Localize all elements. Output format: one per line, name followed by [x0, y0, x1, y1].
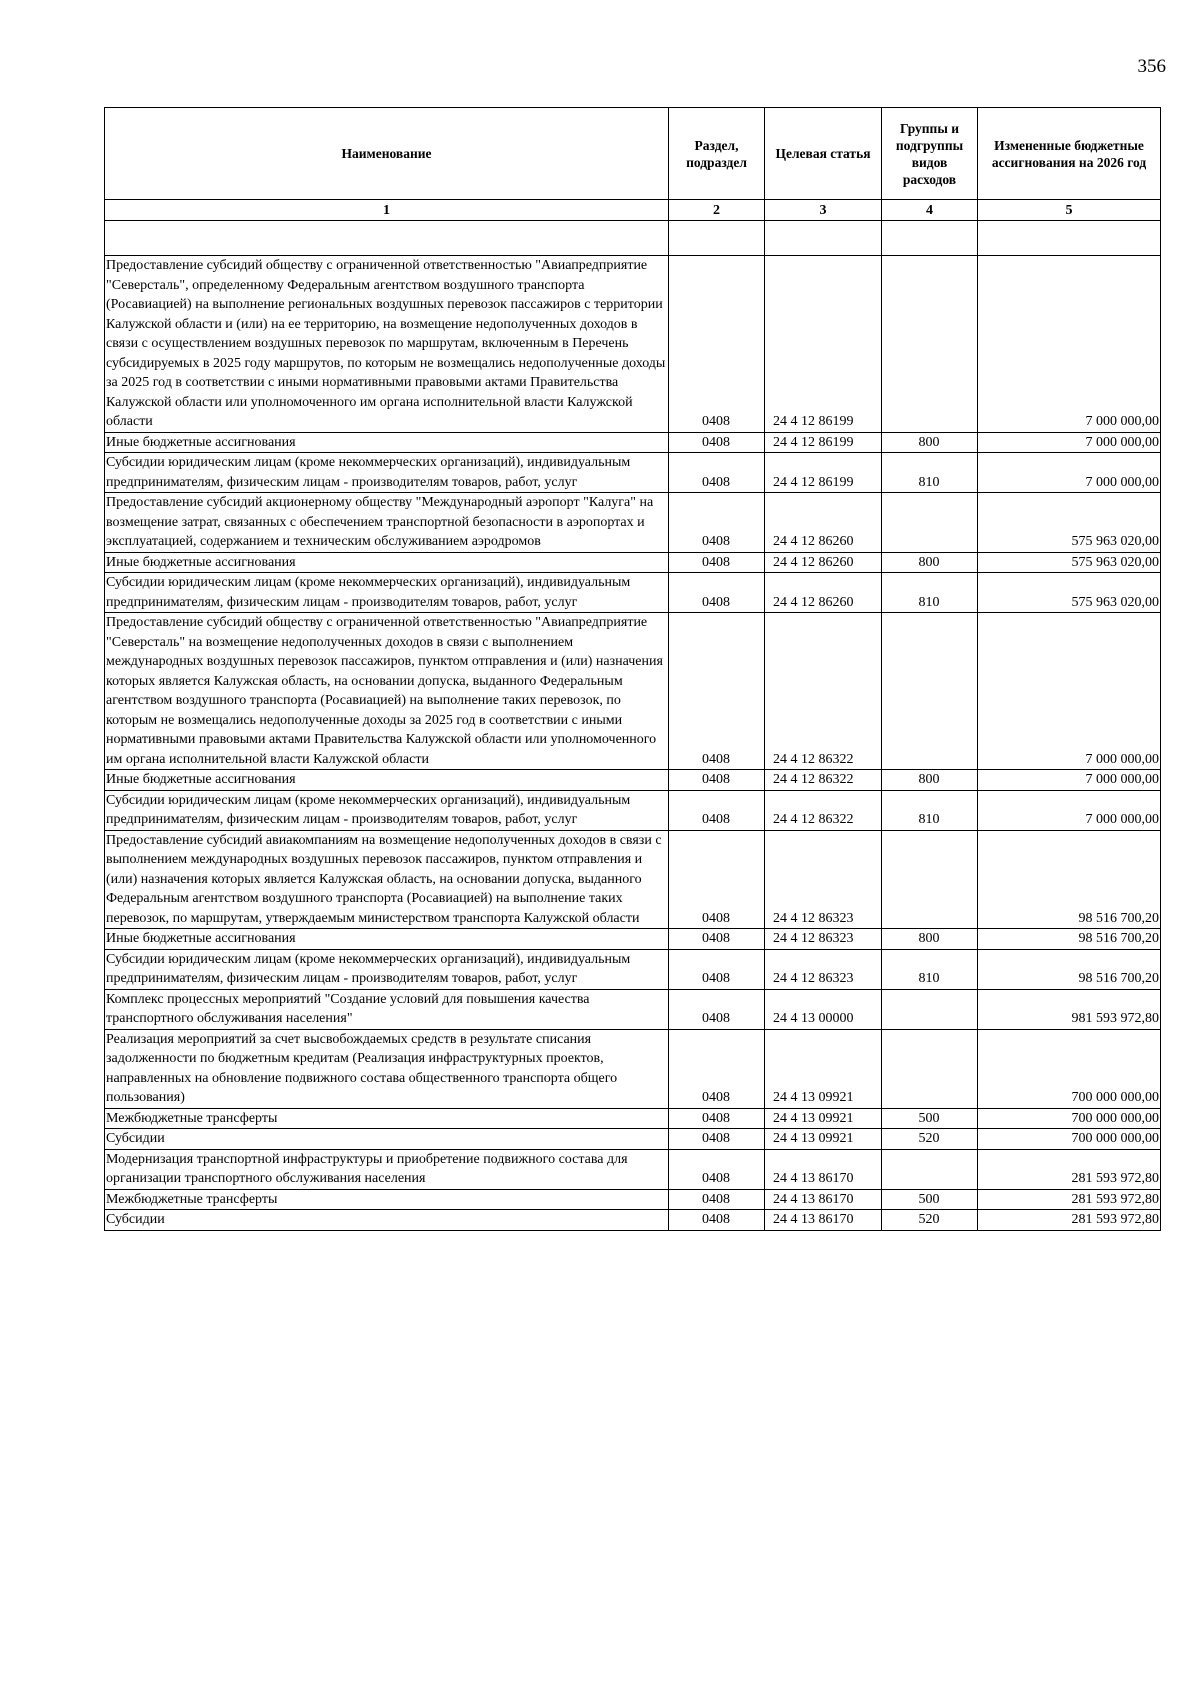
row-name: Субсидии	[105, 1210, 669, 1231]
row-group: 800	[882, 929, 978, 950]
row-article: 24 4 12 86322	[765, 770, 882, 791]
row-article: 24 4 13 00000	[765, 989, 882, 1029]
row-name: Реализация мероприятий за счет высвобождаемых средств в результате списания задолженности по бюджетным кредитам (Реализация инфраструктурных проектов, направленных на обновление подвижного состава общественного транспорта общего пользования)	[105, 1029, 669, 1108]
row-section: 0408	[669, 256, 765, 433]
row-group: 520	[882, 1210, 978, 1231]
column-number-row	[105, 200, 1161, 221]
row-article: 24 4 13 86170	[765, 1149, 882, 1189]
row-group	[882, 989, 978, 1029]
column-number: 3	[765, 200, 882, 221]
spacer-row	[105, 221, 1161, 256]
row-section: 0408	[669, 1029, 765, 1108]
budget-table	[104, 107, 1161, 1231]
row-amount: 7 000 000,00	[978, 256, 1161, 433]
row-section: 0408	[669, 453, 765, 493]
column-number: 4	[882, 200, 978, 221]
column-number: 2	[669, 200, 765, 221]
table-row	[105, 1189, 1161, 1210]
row-section: 0408	[669, 989, 765, 1029]
table-row	[105, 432, 1161, 453]
row-group	[882, 493, 978, 553]
header-row	[105, 108, 1161, 200]
row-article: 24 4 13 09921	[765, 1129, 882, 1150]
row-group: 500	[882, 1189, 978, 1210]
row-group: 810	[882, 949, 978, 989]
row-group: 800	[882, 432, 978, 453]
row-name: Предоставление субсидий акционерному обществу "Международный аэропорт "Калуга" на возмещение затрат, связанных с обеспечением транспортной безопасности в аэропортах и эксплуатацией, содержанием и техническим обслуживанием аэродромов	[105, 493, 669, 553]
row-article: 24 4 12 86323	[765, 929, 882, 950]
row-amount: 700 000 000,00	[978, 1108, 1161, 1129]
row-amount: 7 000 000,00	[978, 453, 1161, 493]
row-name: Иные бюджетные ассигнования	[105, 432, 669, 453]
row-article: 24 4 12 86199	[765, 432, 882, 453]
row-section: 0408	[669, 613, 765, 770]
table-row	[105, 929, 1161, 950]
row-amount: 575 963 020,00	[978, 552, 1161, 573]
row-section: 0408	[669, 552, 765, 573]
row-name: Иные бюджетные ассигнования	[105, 929, 669, 950]
table-row	[105, 552, 1161, 573]
row-section: 0408	[669, 790, 765, 830]
table-row	[105, 1029, 1161, 1108]
table-row	[105, 1108, 1161, 1129]
row-amount: 700 000 000,00	[978, 1129, 1161, 1150]
row-name: Предоставление субсидий обществу с ограниченной ответственностью "Авиапредприятие "Северсталь", определенному Федеральным агентством воздушного транспорта (Росавиацией) на выполнение региональных воздушных перевозок пассажиров с территории Калужской области и (или) на ее территорию, на возмещение недополученных доходов в связи с осуществлением воздушных перевозок по маршрутам, включенным в Перечень субсидируемых в 2025 году маршрутов, по которым не возмещались недополученные доходы за 2025 год в соответствии с иными нормативными правовыми актами Правительства Калужской области или уполномоченного им органа исполнительной власти Калужской области	[105, 256, 669, 433]
row-name: Субсидии	[105, 1129, 669, 1150]
header-section: Раздел, подраздел	[669, 108, 765, 200]
row-article: 24 4 13 09921	[765, 1029, 882, 1108]
row-amount: 281 593 972,80	[978, 1149, 1161, 1189]
row-name: Субсидии юридическим лицам (кроме некоммерческих организаций), индивидуальным предпринимателям, физическим лицам - производителям товаров, работ, услуг	[105, 949, 669, 989]
table-row	[105, 493, 1161, 553]
row-group: 500	[882, 1108, 978, 1129]
table-row	[105, 1129, 1161, 1150]
row-group: 800	[882, 552, 978, 573]
row-amount: 98 516 700,20	[978, 949, 1161, 989]
row-group: 810	[882, 790, 978, 830]
row-amount: 7 000 000,00	[978, 432, 1161, 453]
row-group: 810	[882, 573, 978, 613]
table-row	[105, 1149, 1161, 1189]
row-section: 0408	[669, 573, 765, 613]
row-group: 520	[882, 1129, 978, 1150]
row-article: 24 4 13 09921	[765, 1108, 882, 1129]
row-article: 24 4 12 86260	[765, 493, 882, 553]
row-section: 0408	[669, 1189, 765, 1210]
row-amount: 7 000 000,00	[978, 613, 1161, 770]
header-article: Целевая статья	[765, 108, 882, 200]
row-name: Модернизация транспортной инфраструктуры и приобретение подвижного состава для организации транспортного обслуживания населения	[105, 1149, 669, 1189]
header-name: Наименование	[105, 108, 669, 200]
row-amount: 98 516 700,20	[978, 929, 1161, 950]
row-name: Предоставление субсидий обществу с ограниченной ответственностью "Авиапредприятие "Северсталь" на возмещение недополученных доходов в связи с выполнением международных воздушных перевозок пассажиров, пунктом отправления и (или) назначения которых является Калужская область, на основании допуска, выданного Федеральным агентством воздушного транспорта (Росавиацией) на выполнение таких перевозок, по которым не возмещались недополученные доходы за 2025 год в соответствии с иными нормативными правовыми актами Правительства Калужской области или уполномоченного им органа исполнительной власти Калужской области	[105, 613, 669, 770]
row-amount: 98 516 700,20	[978, 830, 1161, 929]
row-article: 24 4 13 86170	[765, 1189, 882, 1210]
row-name: Субсидии юридическим лицам (кроме некоммерческих организаций), индивидуальным предпринимателям, физическим лицам - производителям товаров, работ, услуг	[105, 573, 669, 613]
row-article: 24 4 12 86199	[765, 453, 882, 493]
table-row	[105, 989, 1161, 1029]
table-row	[105, 573, 1161, 613]
table-row	[105, 949, 1161, 989]
row-group	[882, 256, 978, 433]
row-article: 24 4 12 86323	[765, 949, 882, 989]
table-row	[105, 830, 1161, 929]
row-name: Субсидии юридическим лицам (кроме некоммерческих организаций), индивидуальным предпринимателям, физическим лицам - производителям товаров, работ, услуг	[105, 453, 669, 493]
table-row	[105, 256, 1161, 433]
table-row	[105, 613, 1161, 770]
row-amount: 281 593 972,80	[978, 1189, 1161, 1210]
row-section: 0408	[669, 493, 765, 553]
row-amount: 281 593 972,80	[978, 1210, 1161, 1231]
row-name: Иные бюджетные ассигнования	[105, 770, 669, 791]
row-name: Межбюджетные трансферты	[105, 1108, 669, 1129]
row-group	[882, 1029, 978, 1108]
page-number: 356	[1137, 56, 1166, 77]
row-group	[882, 830, 978, 929]
column-number: 5	[978, 200, 1161, 221]
row-amount: 575 963 020,00	[978, 573, 1161, 613]
row-section: 0408	[669, 432, 765, 453]
table-row	[105, 790, 1161, 830]
row-group: 800	[882, 770, 978, 791]
column-number: 1	[105, 200, 669, 221]
row-name: Субсидии юридическим лицам (кроме некоммерческих организаций), индивидуальным предпринимателям, физическим лицам - производителям товаров, работ, услуг	[105, 790, 669, 830]
row-section: 0408	[669, 1108, 765, 1129]
row-section: 0408	[669, 929, 765, 950]
table-row	[105, 1210, 1161, 1231]
row-amount: 575 963 020,00	[978, 493, 1161, 553]
header-group: Группы и подгруппы видов расходов	[882, 108, 978, 200]
header-amount: Измененные бюджетные ассигнования на 2026 год	[978, 108, 1161, 200]
row-section: 0408	[669, 830, 765, 929]
row-name: Предоставление субсидий авиакомпаниям на возмещение недополученных доходов в связи с выполнением международных воздушных перевозок пассажиров, пунктом отправления и (или) назначения которых является Калужская область, на основании допуска, выданного Федеральным агентством воздушного транспорта (Росавиацией) на выполнение таких перевозок, по маршрутам, утверждаемым министерством транспорта Калужской области	[105, 830, 669, 929]
row-article: 24 4 12 86260	[765, 552, 882, 573]
table-row	[105, 770, 1161, 791]
row-article: 24 4 12 86322	[765, 613, 882, 770]
row-amount: 700 000 000,00	[978, 1029, 1161, 1108]
row-section: 0408	[669, 1210, 765, 1231]
row-group	[882, 613, 978, 770]
row-name: Межбюджетные трансферты	[105, 1189, 669, 1210]
row-name: Комплекс процессных мероприятий "Создание условий для повышения качества транспортного обслуживания населения"	[105, 989, 669, 1029]
row-section: 0408	[669, 949, 765, 989]
row-group: 810	[882, 453, 978, 493]
row-section: 0408	[669, 1149, 765, 1189]
row-article: 24 4 12 86322	[765, 790, 882, 830]
row-section: 0408	[669, 1129, 765, 1150]
row-amount: 7 000 000,00	[978, 790, 1161, 830]
row-article: 24 4 13 86170	[765, 1210, 882, 1231]
row-group	[882, 1149, 978, 1189]
row-section: 0408	[669, 770, 765, 791]
row-amount: 981 593 972,80	[978, 989, 1161, 1029]
row-name: Иные бюджетные ассигнования	[105, 552, 669, 573]
table-row	[105, 453, 1161, 493]
row-article: 24 4 12 86199	[765, 256, 882, 433]
row-amount: 7 000 000,00	[978, 770, 1161, 791]
row-article: 24 4 12 86260	[765, 573, 882, 613]
row-article: 24 4 12 86323	[765, 830, 882, 929]
